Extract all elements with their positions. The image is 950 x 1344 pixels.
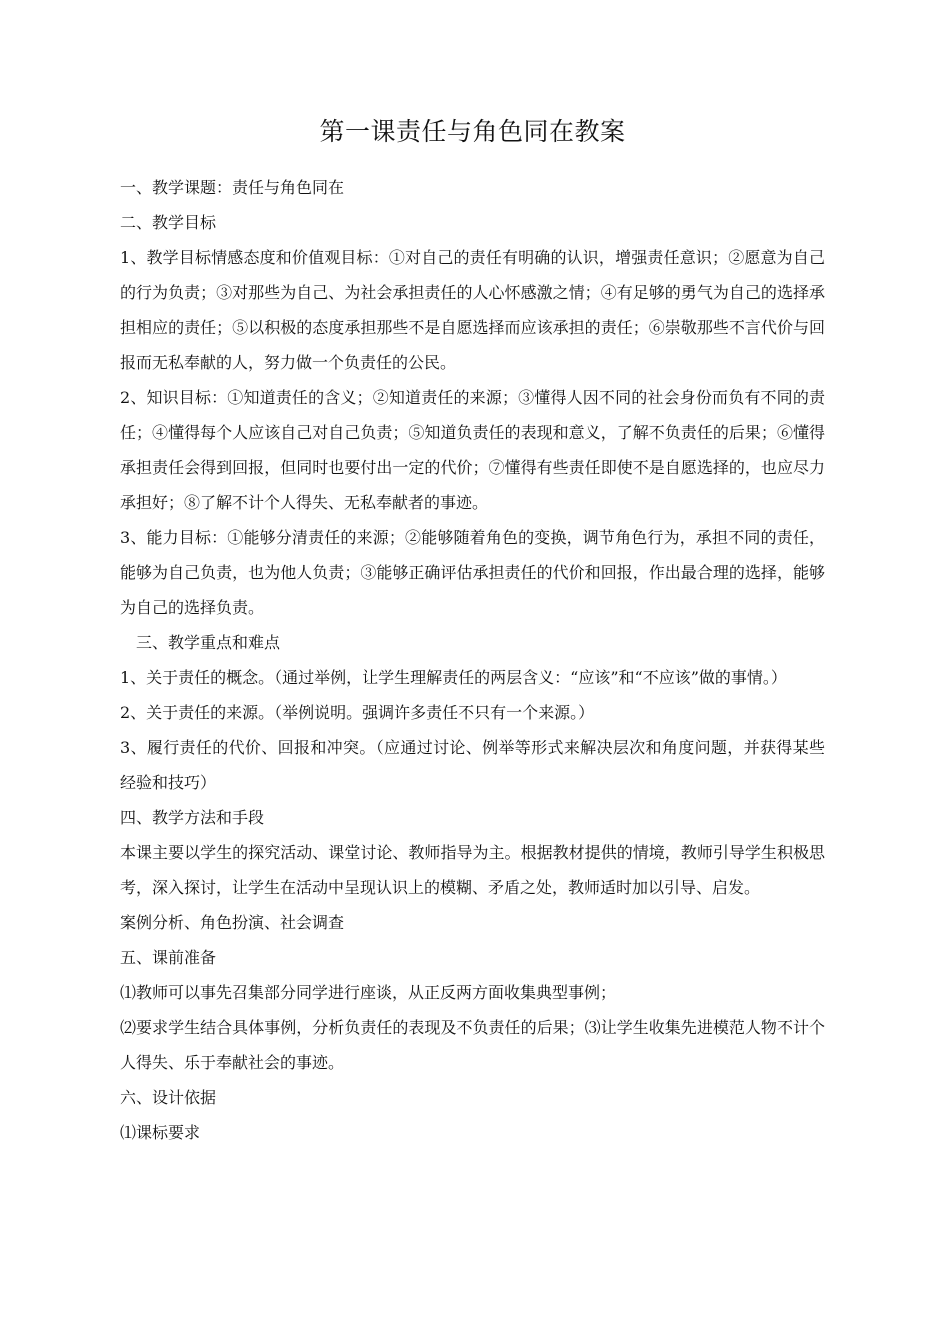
paragraph-curriculum-requirements: ⑴课标要求 xyxy=(120,1123,201,1142)
document-page xyxy=(120,112,825,1150)
paragraph-emotion-objectives: 1、教学目标情感态度和价值观目标：①对自己的责任有明确的认识，增强责任意识；②愿意为自己的行为负责；③对那些为自己、为社会承担责任的人心怀感激之情；④有足够的勇气为自己的选择承担相应的责任；⑤以积极的态度承担那些不是自愿选择而应该承担的责任；⑥崇敬那些不言代价与回报而无私奉献的人，努力做一个负责任的公民。 xyxy=(120,248,825,372)
section-heading-topic: 一、教学课题：责任与角色同在 xyxy=(120,178,345,197)
section-heading-methods: 四、教学方法和手段 xyxy=(120,808,265,827)
section-heading-key-points: 三、教学重点和难点 xyxy=(136,633,281,652)
paragraph-preparation-1: ⑴教师可以事先召集部分同学进行座谈，从正反两方面收集典型事例； xyxy=(120,983,617,1002)
paragraph-key-point-1: 1、关于责任的概念。（通过举例，让学生理解责任的两层含义：“应该”和“不应该”做的事情。） xyxy=(120,668,787,687)
section-heading-preparation: 五、课前准备 xyxy=(120,948,217,967)
section-heading-design-basis: 六、设计依据 xyxy=(120,1088,217,1107)
document-title: 第一课责任与角色同在教案 xyxy=(319,117,626,146)
section-heading-objectives: 二、教学目标 xyxy=(120,213,217,232)
paragraph-key-point-2: 2、关于责任的来源。（举例说明。强调许多责任不只有一个来源。） xyxy=(120,703,595,722)
paragraph-methods: 本课主要以学生的探究活动、课堂讨论、教师指导为主。根据教材提供的情境，教师引导学生积极思考，深入探讨，让学生在活动中呈现认识上的模糊、矛盾之处，教师适时加以引导、启发。 xyxy=(120,843,825,897)
paragraph-method-list: 案例分析、角色扮演、社会调查 xyxy=(120,913,345,932)
paragraph-preparation-2: ⑵要求学生结合具体事例，分析负责任的表现及不负责任的后果；⑶让学生收集先进模范人物不计个人得失、乐于奉献社会的事迹。 xyxy=(120,1018,825,1072)
paragraph-key-point-3: 3、履行责任的代价、回报和冲突。（应通过讨论、例举等形式来解决层次和角度问题，并获得某些经验和技巧） xyxy=(120,738,825,792)
paragraph-knowledge-objectives: 2、知识目标：①知道责任的含义；②知道责任的来源；③懂得人因不同的社会身份而负有不同的责任；④懂得每个人应该自己对自己负责；⑤知道负责任的表现和意义，了解不负责任的后果；⑥懂得承担责任会得到回报，但同时也要付出一定的代价；⑦懂得有些责任即使不是自愿选择的，也应尽力承担好；⑧了解不计个人得失、无私奉献者的事迹。 xyxy=(120,388,825,512)
paragraph-ability-objectives: 3、能力目标：①能够分清责任的来源；②能够随着角色的变换，调节角色行为，承担不同的责任，能够为自己负责，也为他人负责；③能够正确评估承担责任的代价和回报，作出最合理的选择，能够为自己的选择负责。 xyxy=(120,528,825,617)
